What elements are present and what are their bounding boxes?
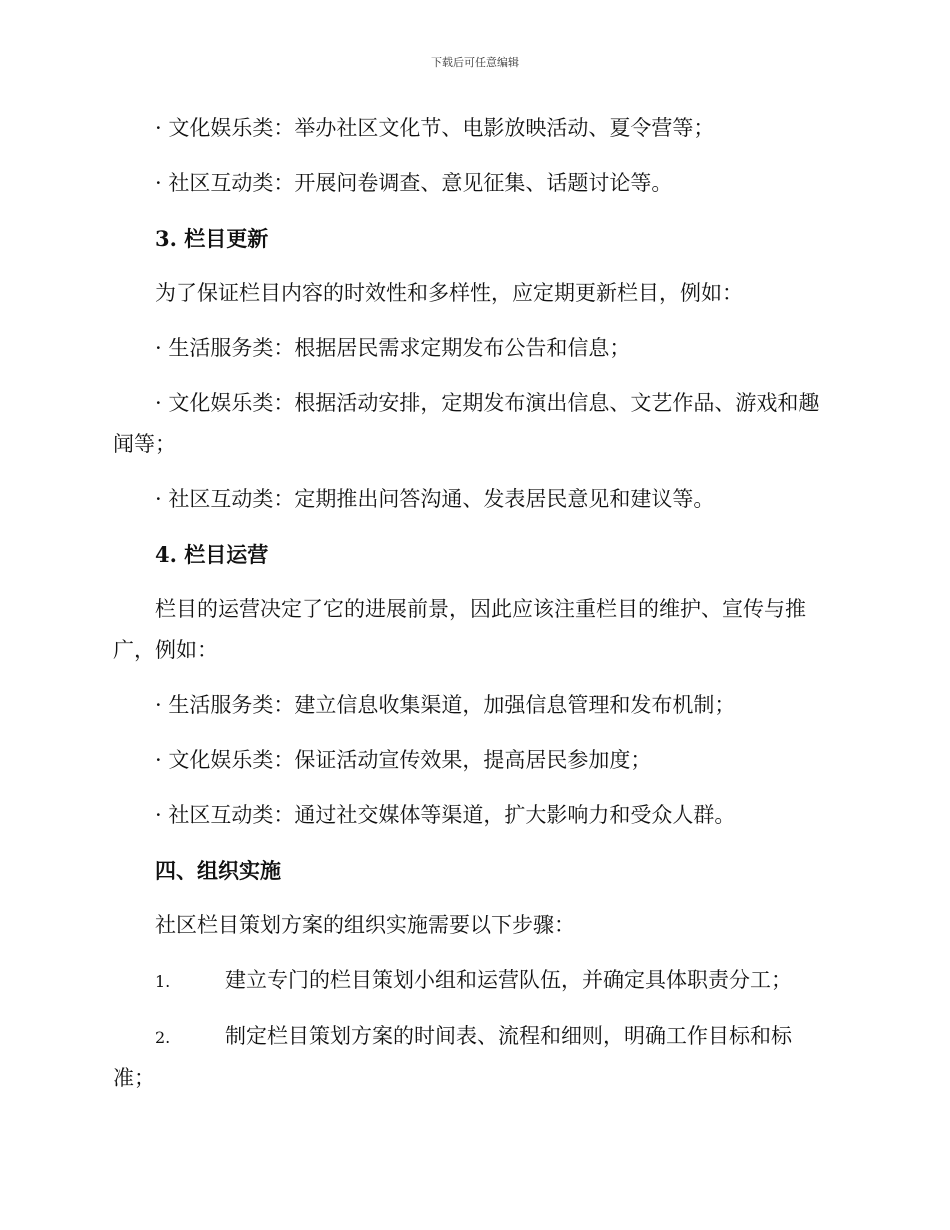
paragraph-operation-culture: · 文化娱乐类：保证活动宣传效果，提高居民参加度； (155, 748, 652, 772)
paragraph-organization-intro: 社区栏目策划方案的组织实施需要以下步骤： (155, 913, 575, 937)
header-note: 下载后可任意编辑 (431, 56, 519, 69)
paragraph-update-interaction: · 社区互动类：定期推出问答沟通、发表居民意见和建议等。 (155, 487, 715, 511)
list-item (113, 1016, 833, 1099)
list-item-text: 建立专门的栏目策划小组和运营队伍，并确定具体职责分工； (225, 968, 792, 992)
list-item-text: 制定栏目策划方案的时间表、流程和细则，明确工作目标和标准； (113, 1024, 792, 1090)
list-item-number: 2. (155, 1028, 171, 1047)
document-body (113, 108, 833, 1113)
paragraph-update-life-service: · 生活服务类：根据居民需求定期发布公告和信息； (155, 336, 631, 360)
heading-column-operation: 4. 栏目运营 (155, 542, 269, 567)
paragraph-community-interaction: · 社区互动类：开展问卷调查、意见征集、话题讨论等。 (155, 171, 673, 195)
paragraph-update-intro: 为了保证栏目内容的时效性和多样性，应定期更新栏目，例如： (155, 281, 743, 305)
paragraph-operation-life-service: · 生活服务类：建立信息收集渠道，加强信息管理和发布机制； (155, 693, 736, 717)
heading-organization: 四、组织实施 (155, 858, 281, 883)
list-item (113, 960, 833, 1002)
paragraph-operation-interaction: · 社区互动类：通过社交媒体等渠道，扩大影响力和受众人群。 (155, 803, 736, 827)
paragraph-update-culture: · 文化娱乐类：根据活动安排，定期发布演出信息、文艺作品、游戏和趣闻等； (113, 391, 820, 456)
heading-column-update: 3. 栏目更新 (155, 226, 269, 251)
list-item-number: 1. (155, 972, 171, 991)
paragraph-culture-activities: · 文化娱乐类：举办社区文化节、电影放映活动、夏令营等； (155, 116, 715, 140)
paragraph-operation-intro: 栏目的运营决定了它的进展前景，因此应该注重栏目的维护、宣传与推广，例如： (113, 597, 806, 662)
